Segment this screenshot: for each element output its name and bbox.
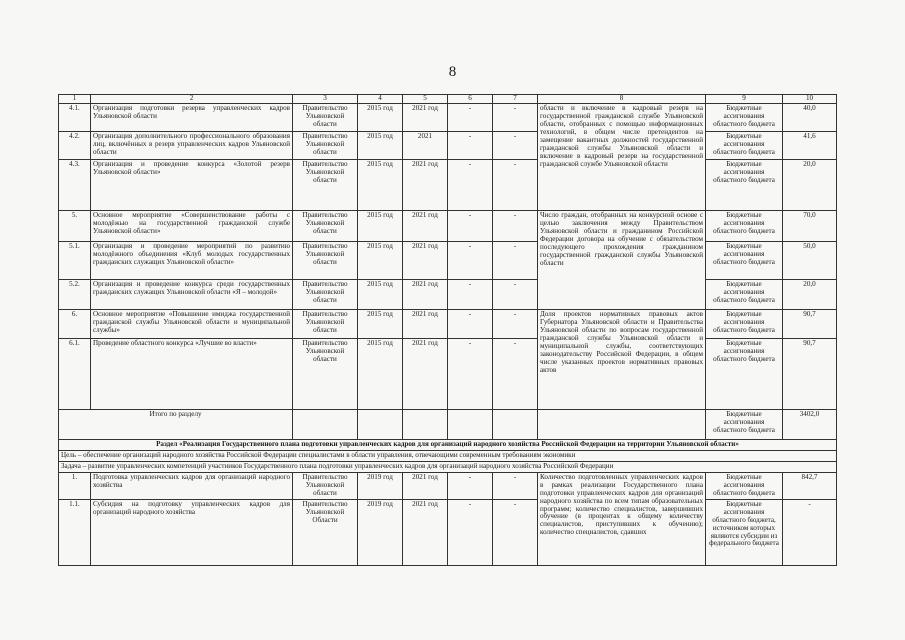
total-label: Итого по разделу xyxy=(59,409,293,439)
table-row xyxy=(59,241,837,279)
funding-source: Бюджетные ассигнования областного бюджета xyxy=(706,159,783,210)
funding-source: Бюджетные ассигнования областного бюджета xyxy=(706,210,783,241)
col-7: - xyxy=(493,103,538,131)
funding-source: Бюджетные ассигнования областного бюджета xyxy=(706,472,783,499)
col-6: - xyxy=(448,338,493,409)
goal-text: Цель – обеспечение организаций народного хозяйства Российской Федерации специалистами в области управления, отвечающими современным требованиям экономики xyxy=(59,450,837,461)
executor: Правительство Ульяновской области xyxy=(293,210,358,241)
executor: Правительство Ульяновской области xyxy=(293,279,358,309)
row-number: 4.2. xyxy=(59,131,91,159)
indicator-text: Число граждан, отобранных на конкурсной основе с целью заключения между Правительством Ульяновской области и гражданином Российской Федерации договора на обучение с обязательством последующего прохождения гражданином государственной гражданской службы Ульяновской области xyxy=(538,210,706,309)
end-year: 2021 xyxy=(403,131,448,159)
column-number: 4 xyxy=(358,95,403,104)
start-year: 2015 год xyxy=(358,338,403,409)
amount: - xyxy=(783,499,837,565)
executor: Правительство Ульяновской области xyxy=(293,309,358,338)
task-text: Задача – развитие управленческих компетенций участников Государственного плана подготовки управленческих кадров для организаций народного хозяйства Российской Федерации xyxy=(59,461,837,472)
col-7: - xyxy=(493,241,538,279)
executor: Правительство Ульяновской области xyxy=(293,131,358,159)
row-number: 1.1. xyxy=(59,499,91,565)
col-7: - xyxy=(493,210,538,241)
column-number: 8 xyxy=(538,95,706,104)
col-6: - xyxy=(448,159,493,210)
row-number: 6. xyxy=(59,309,91,338)
col-7: - xyxy=(493,338,538,409)
activity-name: Субсидия на подготовку управленческих кадров для организаций народного хозяйства xyxy=(91,499,293,565)
end-year: 2021 год xyxy=(403,210,448,241)
empty-cell xyxy=(493,409,538,439)
table-row xyxy=(59,472,837,499)
page-number: 8 xyxy=(448,64,457,80)
column-number: 1 xyxy=(59,95,91,104)
funding-source: Бюджетные ассигнования областного бюджета xyxy=(706,241,783,279)
funding-source: Бюджетные ассигнования областного бюджета, источником которых являются субсидии из федерального бюджета xyxy=(706,499,783,565)
start-year: 2015 год xyxy=(358,309,403,338)
col-7: - xyxy=(493,499,538,565)
row-number: 5.2. xyxy=(59,279,91,309)
column-number: 7 xyxy=(493,95,538,104)
col-6: - xyxy=(448,131,493,159)
amount: 70,0 xyxy=(783,210,837,241)
column-number-row xyxy=(59,95,837,104)
funding-source: Бюджетные ассигнования областного бюджета xyxy=(706,103,783,131)
col-6: - xyxy=(448,210,493,241)
activity-name: Организация подготовки резерва управленческих кадров Ульяновской области xyxy=(91,103,293,131)
amount: 90,7 xyxy=(783,309,837,338)
amount: 40,0 xyxy=(783,103,837,131)
executor: Правительство Ульяновской области xyxy=(293,472,358,499)
amount: 20,0 xyxy=(783,279,837,309)
executor: Правительство Ульяновской области xyxy=(293,241,358,279)
activity-name: Проведение областного конкурса «Лучшие во власти» xyxy=(91,338,293,409)
amount: 90,7 xyxy=(783,338,837,409)
start-year: 2015 год xyxy=(358,103,403,131)
col-6: - xyxy=(448,472,493,499)
executor: Правительство Ульяновской области xyxy=(293,338,358,409)
col-6: - xyxy=(448,309,493,338)
funding-source: Бюджетные ассигнования областного бюджета xyxy=(706,338,783,409)
activity-name: Организация и проведение мероприятий по развитию молодёжного объединения «Клуб молодых государственных гражданских служащих Ульяновской области» xyxy=(91,241,293,279)
col-7: - xyxy=(493,279,538,309)
column-number: 3 xyxy=(293,95,358,104)
end-year: 2021 год xyxy=(403,279,448,309)
empty-cell xyxy=(448,409,493,439)
row-number: 4.3. xyxy=(59,159,91,210)
table-row xyxy=(59,309,837,338)
end-year: 2021 год xyxy=(403,309,448,338)
end-year: 2021 год xyxy=(403,338,448,409)
funding-source: Бюджетные ассигнования областного бюджета xyxy=(706,131,783,159)
table-row xyxy=(59,159,837,210)
funding-source: Бюджетные ассигнования областного бюджета xyxy=(706,309,783,338)
executor: Правительство Ульяновской области xyxy=(293,159,358,210)
activity-name: Подготовка управленческих кадров для организаций народного хозяйства xyxy=(91,472,293,499)
empty-cell xyxy=(358,409,403,439)
col-7: - xyxy=(493,159,538,210)
start-year: 2015 год xyxy=(358,279,403,309)
total-amount: 3402,0 xyxy=(783,409,837,439)
amount: 20,0 xyxy=(783,159,837,210)
column-number: 2 xyxy=(91,95,293,104)
funding-source: Бюджетные ассигнования областного бюджета xyxy=(706,409,783,439)
column-number: 6 xyxy=(448,95,493,104)
indicator-text: области и включение в кадровый резерв на государственной гражданской службе Ульяновской области, отобранных с помощью информационных технологий, в общем числе претендентов на замещение вакантных должностей государственной гражданской службы Ульяновской области и включение в кадровый резерв на государственной гражданской службе Ульяновской области xyxy=(538,103,706,210)
activity-name: Организация и проведение конкурса среди государственных гражданских служащих Ульяновской области «Я – молодой» xyxy=(91,279,293,309)
column-number: 10 xyxy=(783,95,837,104)
empty-cell xyxy=(403,409,448,439)
end-year: 2021 год xyxy=(403,241,448,279)
program-activities-table xyxy=(58,94,837,566)
goal-row xyxy=(59,450,837,461)
indicator-text: Количество подготовленных управленческих кадров в рамках реализации Государственного плана подготовки управленческих кадров для организаций народного хозяйства по всем типам образовательных программ; количество специалистов, завершивших обучение (в процентах к общему количеству специалистов, приступивших к обучению); количество специалистов, сдавших xyxy=(538,472,706,565)
empty-cell xyxy=(293,409,358,439)
amount: 842,7 xyxy=(783,472,837,499)
start-year: 2015 год xyxy=(358,241,403,279)
empty-cell xyxy=(538,409,706,439)
row-number: 4.1. xyxy=(59,103,91,131)
col-7: - xyxy=(493,472,538,499)
row-number: 5.1. xyxy=(59,241,91,279)
start-year: 2015 год xyxy=(358,159,403,210)
funding-source: Бюджетные ассигнования областного бюджета xyxy=(706,279,783,309)
total-row xyxy=(59,409,837,439)
indicator-text: Доля проектов нормативных правовых актов Губернатора Ульяновской области и Правительства Ульяновской области по вопросам государственной гражданской службы Ульяновской области и муниципальной службы, соответствующих законодательству Российской Федерации, в общем числе указанных проектов нормативных правовых актов xyxy=(538,309,706,409)
start-year: 2015 год xyxy=(358,210,403,241)
col-6: - xyxy=(448,241,493,279)
table-row xyxy=(59,279,837,309)
col-6: - xyxy=(448,499,493,565)
section-title: Раздел «Реализация Государственного плана подготовки управленческих кадров для организаций народного хозяйства Российской Федерации на территории Ульяновской области» xyxy=(59,439,837,450)
task-row xyxy=(59,461,837,472)
column-number: 5 xyxy=(403,95,448,104)
table-row xyxy=(59,103,837,131)
table-row xyxy=(59,210,837,241)
amount: 41,6 xyxy=(783,131,837,159)
activity-name: Основное мероприятие «Совершенствование работы с молодёжью на государственной гражданской службе Ульяновской области» xyxy=(91,210,293,241)
column-number: 9 xyxy=(706,95,783,104)
start-year: 2019 год xyxy=(358,472,403,499)
amount: 50,0 xyxy=(783,241,837,279)
end-year: 2021 год xyxy=(403,103,448,131)
end-year: 2021 год xyxy=(403,472,448,499)
col-6: - xyxy=(448,103,493,131)
activity-name: Основное мероприятие «Повышение имиджа государственной гражданской службы Ульяновской области и муниципальной службы» xyxy=(91,309,293,338)
row-number: 5. xyxy=(59,210,91,241)
col-7: - xyxy=(493,131,538,159)
start-year: 2015 год xyxy=(358,131,403,159)
activity-name: Организация дополнительного профессионального образования лиц, включённых в резерв управленческих кадров Ульяновской области xyxy=(91,131,293,159)
table-row xyxy=(59,131,837,159)
end-year: 2021 год xyxy=(403,159,448,210)
section-row xyxy=(59,439,837,450)
col-6: - xyxy=(448,279,493,309)
activity-name: Организация и проведение конкурса «Золотой резерв Ульяновской области» xyxy=(91,159,293,210)
end-year: 2021 год xyxy=(403,499,448,565)
executor: Правительство Ульяновской области xyxy=(293,103,358,131)
table-row xyxy=(59,499,837,565)
start-year: 2019 год xyxy=(358,499,403,565)
table-row xyxy=(59,338,837,409)
executor: Правительство Ульяновской Области xyxy=(293,499,358,565)
row-number: 6.1. xyxy=(59,338,91,409)
col-7: - xyxy=(493,309,538,338)
row-number: 1. xyxy=(59,472,91,499)
